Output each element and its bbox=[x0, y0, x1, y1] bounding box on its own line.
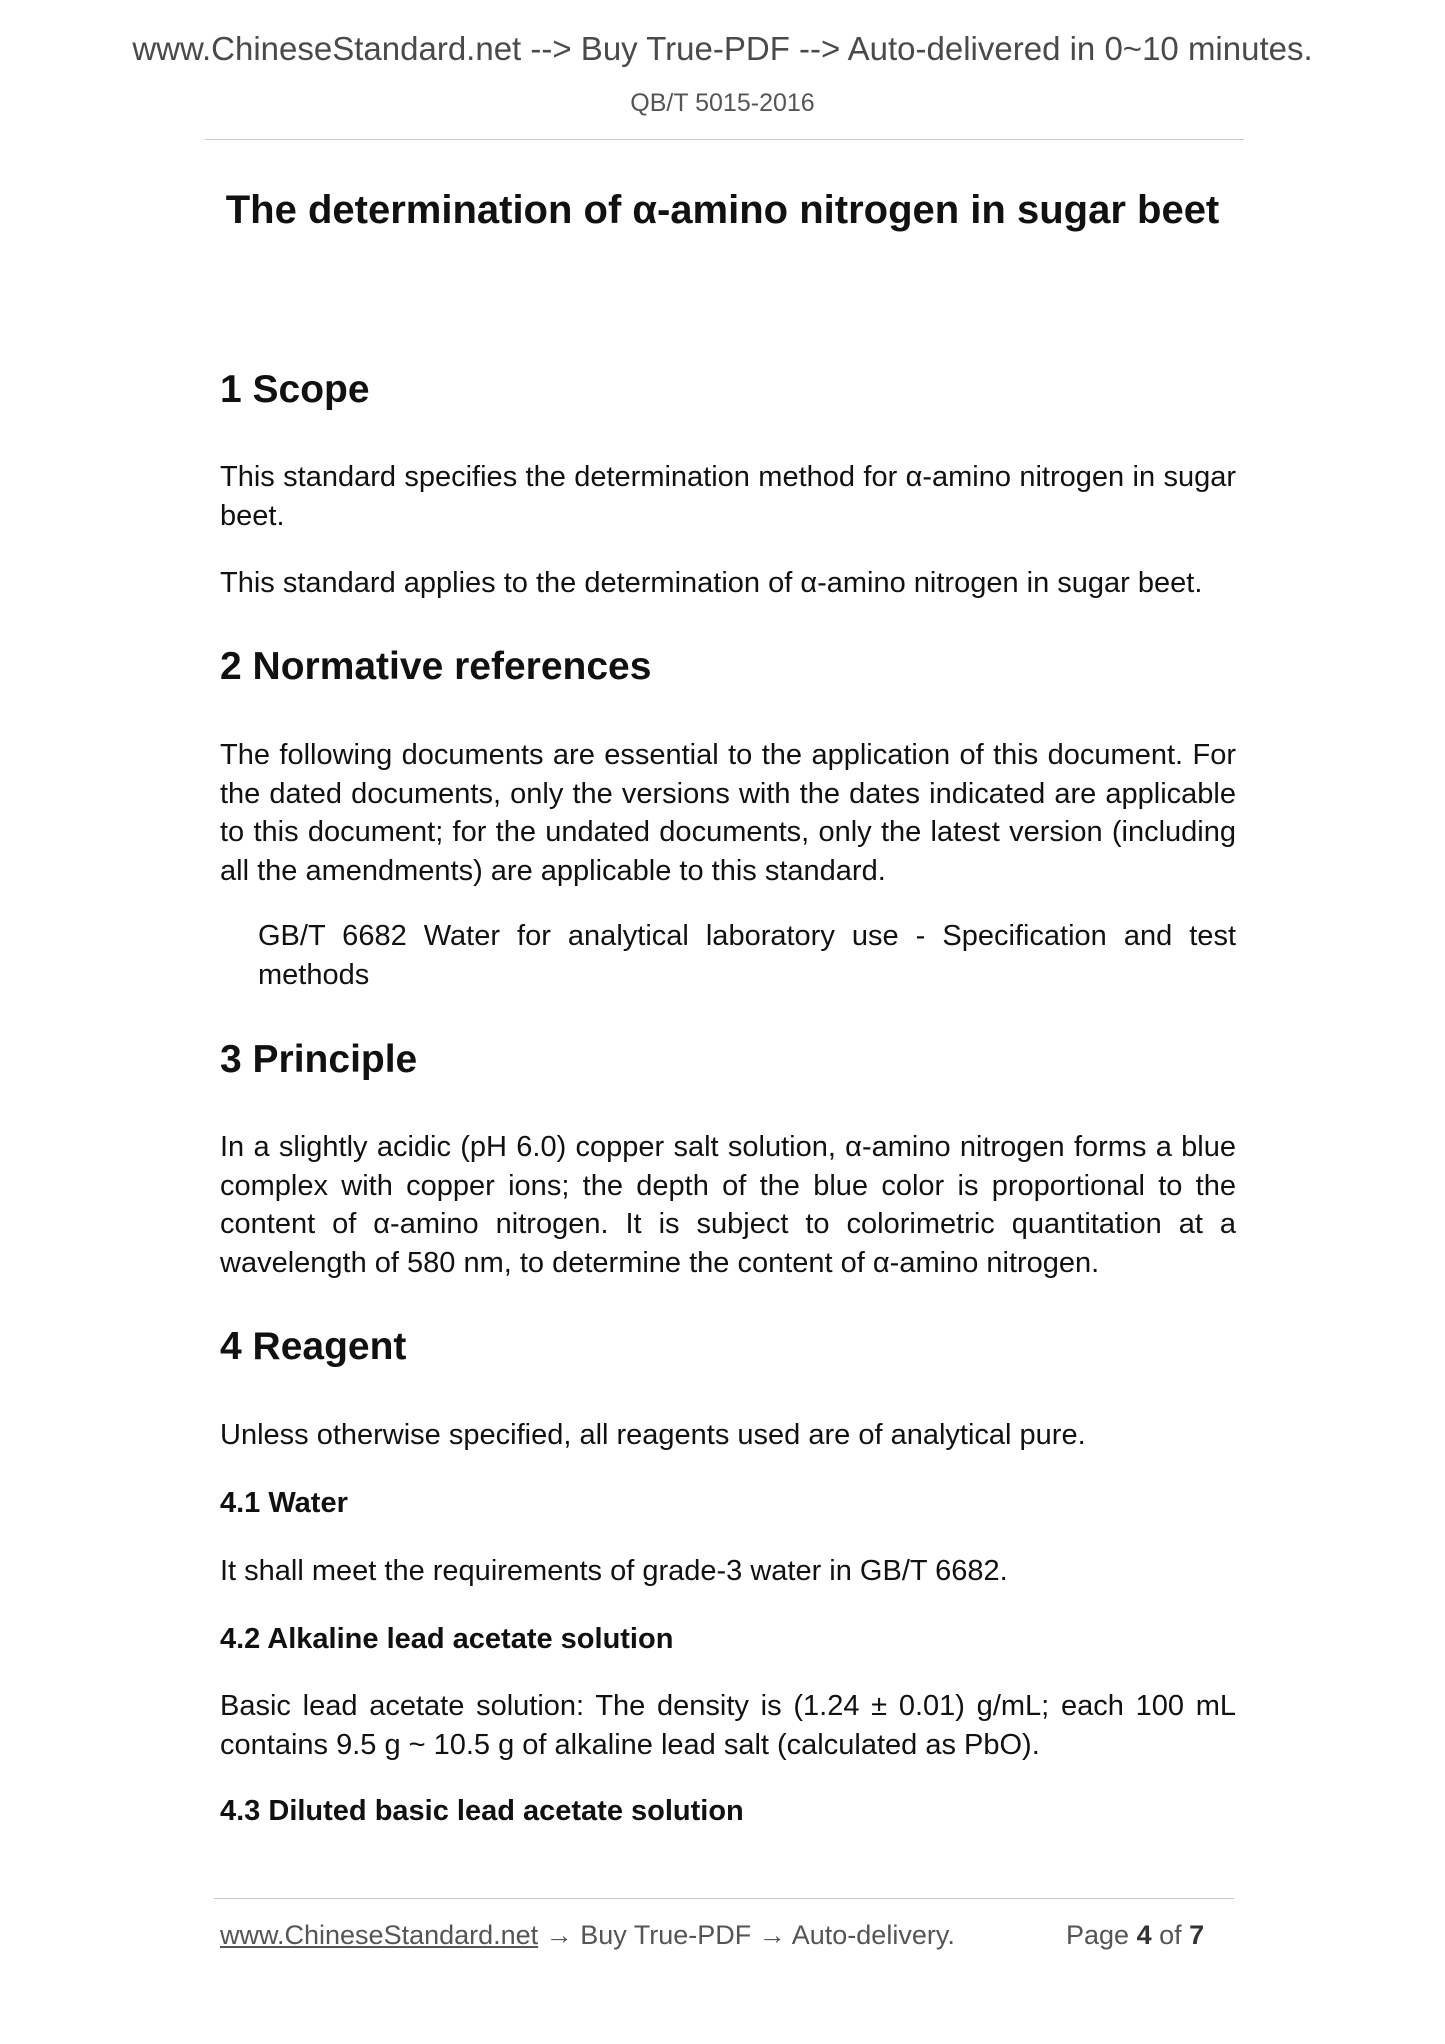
section-heading-normative-references: 2 Normative references bbox=[220, 645, 652, 688]
footer-divider bbox=[214, 1898, 1234, 1899]
principle-paragraph: In a slightly acidic (pH 6.0) copper salt solution, α-amino nitrogen forms a blue complex with copper ions; the depth of the blue color is proportional to the content of α-amino nitrogen. It is subject to colorimetric quantitation at a wavelength of 580 nm, to determine the content of α-amino nitrogen. bbox=[220, 1131, 1236, 1279]
page-of: of bbox=[1159, 1920, 1182, 1950]
footer-tagline: → Buy True-PDF → Auto-delivery. bbox=[545, 1920, 955, 1950]
header-divider bbox=[205, 139, 1244, 140]
footer-site-link[interactable]: www.ChineseStandard.net bbox=[220, 1920, 539, 1950]
standard-code: QB/T 5015-2016 bbox=[630, 89, 815, 117]
normative-reference-item: GB/T 6682 Water for analytical laboratory use - Specification and test methods bbox=[258, 920, 1236, 991]
reagent-paragraph: Unless otherwise specified, all reagents used are of analytical pure. bbox=[220, 1419, 1086, 1451]
page-indicator bbox=[1066, 1920, 1204, 1951]
water-paragraph: It shall meet the requirements of grade-3 water in GB/T 6682. bbox=[220, 1555, 1008, 1587]
scope-paragraph-1: This standard specifies the determination method for α-amino nitrogen in sugar beet. bbox=[220, 461, 1236, 532]
normative-paragraph: The following documents are essential to the application of this document. For the dated documents, only the versions with the dates indicated are applicable to this document; for the undated documents, only the latest version (including all the amendments) are applicable to this standard. bbox=[220, 739, 1236, 887]
document-title: The determination of α-amino nitrogen in sugar beet bbox=[225, 188, 1220, 232]
page-label: Page bbox=[1066, 1920, 1130, 1950]
subsection-heading-water: 4.1 Water bbox=[220, 1487, 348, 1519]
page-current: 4 bbox=[1136, 1920, 1152, 1950]
section-heading-scope: 1 Scope bbox=[220, 368, 370, 411]
section-heading-reagent: 4 Reagent bbox=[220, 1325, 407, 1368]
alkaline-lead-acetate-paragraph: Basic lead acetate solution: The density is (1.24 ± 0.01) g/mL; each 100 mL contains 9.5 g ~ 10.5 g of alkaline lead salt (calculated as PbO). bbox=[220, 1690, 1236, 1761]
page-total: 7 bbox=[1189, 1920, 1205, 1950]
footer-left bbox=[220, 1920, 955, 1951]
subsection-heading-alkaline-lead-acetate: 4.2 Alkaline lead acetate solution bbox=[220, 1623, 674, 1655]
subsection-heading-diluted-basic-lead-acetate: 4.3 Diluted basic lead acetate solution bbox=[220, 1795, 744, 1827]
scope-paragraph-2: This standard applies to the determination of α-amino nitrogen in sugar beet. bbox=[220, 567, 1203, 599]
header-banner: www.ChineseStandard.net --> Buy True-PDF --> Auto-delivered in 0~10 minutes. bbox=[132, 30, 1313, 67]
section-heading-principle: 3 Principle bbox=[220, 1038, 418, 1081]
